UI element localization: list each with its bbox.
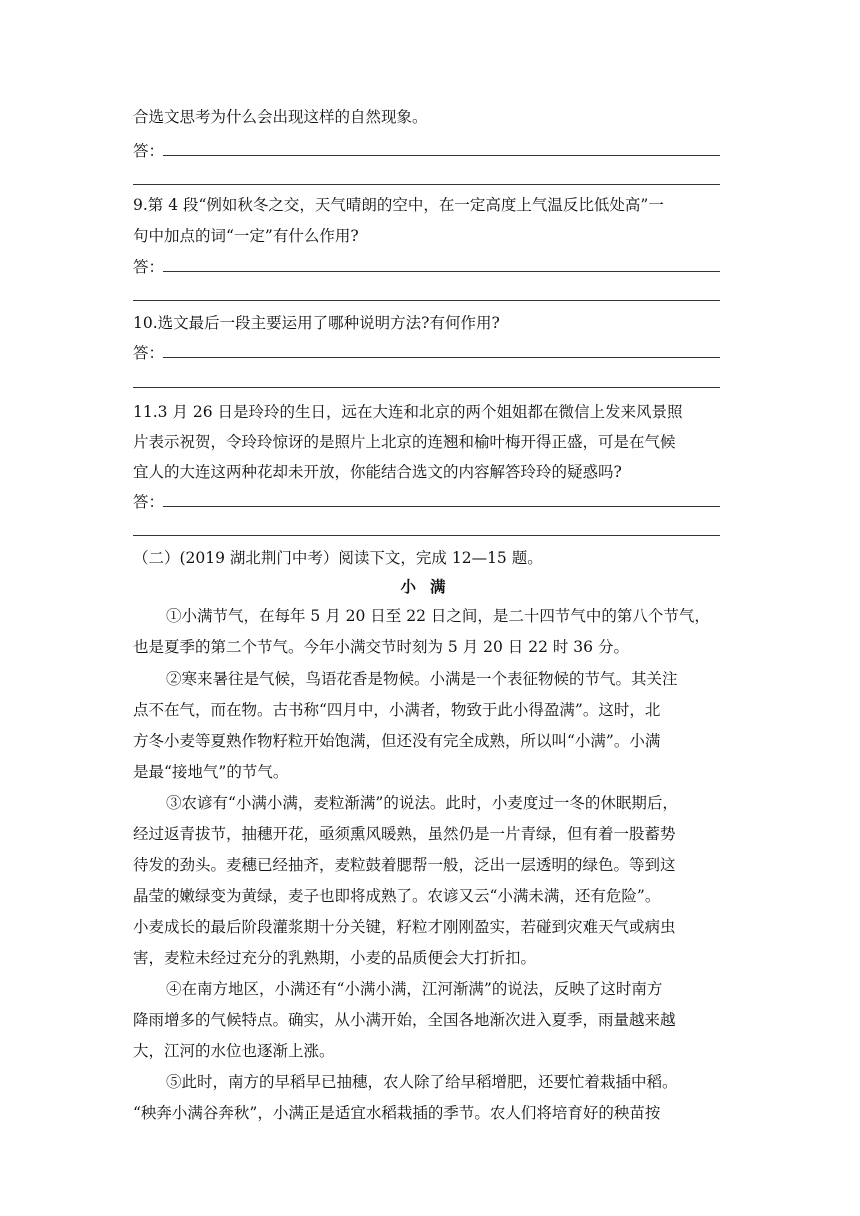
question-11-line: 宜人的大连这两种花却未开放，你能结合选文的内容解答玲玲的疑惑吗? <box>133 463 622 481</box>
answer-line <box>163 357 720 358</box>
answer-line <box>133 387 720 388</box>
question-11-line: 11.3 月 26 日是玲玲的生日，远在大连和北京的两个姐姐都在微信上发来风景照 <box>133 403 683 421</box>
answer-line <box>163 271 720 272</box>
paragraph-line: 也是夏季的第二个节气。今年小满交节时刻为 5 月 20 日 22 时 36 分。 <box>133 638 629 656</box>
answer-label: 答： <box>133 344 165 362</box>
question-11-line: 片表示祝贺，令玲玲惊讶的是照片上北京的连翘和榆叶梅开得正盛，可是在气候 <box>133 433 676 451</box>
paragraph-line: ④在南方地区，小满还有“小满小满，江河渐满”的说法，反映了这时南方 <box>166 980 663 998</box>
paragraph-line: 害，麦粒未经过充分的乳熟期，小麦的品质便会大打折扣。 <box>133 949 537 967</box>
paragraph-line: 待发的劲头。麦穗已经抽齐，麦粒鼓着腮帮一般，泛出一层透明的绿色。等到这 <box>133 856 676 874</box>
paragraph-line: 降雨增多的气候特点。确实，从小满开始，全国各地渐次进入夏季，雨量越来越 <box>133 1011 676 1029</box>
paragraph-line: 经过返青拔节，抽穗开花，亟须熏风暖熟，虽然仍是一片青绿，但有着一股蓄势 <box>133 825 676 843</box>
paragraph-line: 是最“接地气”的节气。 <box>133 763 289 781</box>
section-heading: （二）(2019 湖北荆门中考）阅读下文，完成 12—15 题。 <box>133 549 543 567</box>
paragraph-line: 点不在气，而在物。古书称“四月中，小满者，物致于此小得盈满”。这时，北 <box>133 701 661 719</box>
paragraph-line: ①小满节气，在每年 5 月 20 日至 22 日之间，是二十四节气中的第八个节气， <box>166 607 710 625</box>
paragraph-line: 小麦成长的最后阶段灌浆期十分关键，籽粒才刚刚盈实，若碰到灾难天气或病虫 <box>133 918 676 936</box>
paragraph-line: ⑤此时，南方的早稻早已抽穗，农人除了给早稻增肥，还要忙着栽插中稻。 <box>166 1073 678 1091</box>
answer-line <box>163 506 720 507</box>
answer-line <box>133 535 720 536</box>
paragraph-line: ③农谚有“小满小满，麦粒渐满”的说法。此时，小麦度过一冬的休眠期后， <box>166 794 678 812</box>
paragraph-line: “秧奔小满谷奔秋”，小满正是适宜水稻栽插的季节。农人们将培育好的秧苗按 <box>133 1104 661 1122</box>
paragraph-line: ②寒来暑往是气候，鸟语花香是物候。小满是一个表征物候的节气。其关注 <box>166 670 678 688</box>
answer-line <box>133 184 720 185</box>
question-8-tail: 合选文思考为什么会出现这样的自然现象。 <box>133 108 428 126</box>
paragraph-line: 大，江河的水位也逐渐上涨。 <box>133 1042 335 1060</box>
answer-label: 答： <box>133 493 165 511</box>
answer-line <box>133 300 720 301</box>
paragraph-line: 晶莹的嫩绿变为黄绿，麦子也即将成熟了。农谚又云“小满未满，还有危险”。 <box>133 887 661 905</box>
answer-label: 答： <box>133 142 165 160</box>
answer-line <box>163 155 720 156</box>
question-9-line: 句中加点的词“一定”有什么作用? <box>133 227 359 245</box>
paragraph-line: 方冬小麦等夏熟作物籽粒开始饱满，但还没有完全成熟，所以叫“小满”。小满 <box>133 732 661 750</box>
answer-label: 答： <box>133 258 165 276</box>
question-10-line: 10.选文最后一段主要运用了哪种说明方法?有何作用? <box>133 314 500 332</box>
article-title: 小满 <box>400 577 460 596</box>
question-9-line: 9.第 4 段“例如秋冬之交，天气晴朗的空中，在一定高度上气温反比低处高”一 <box>133 196 664 214</box>
